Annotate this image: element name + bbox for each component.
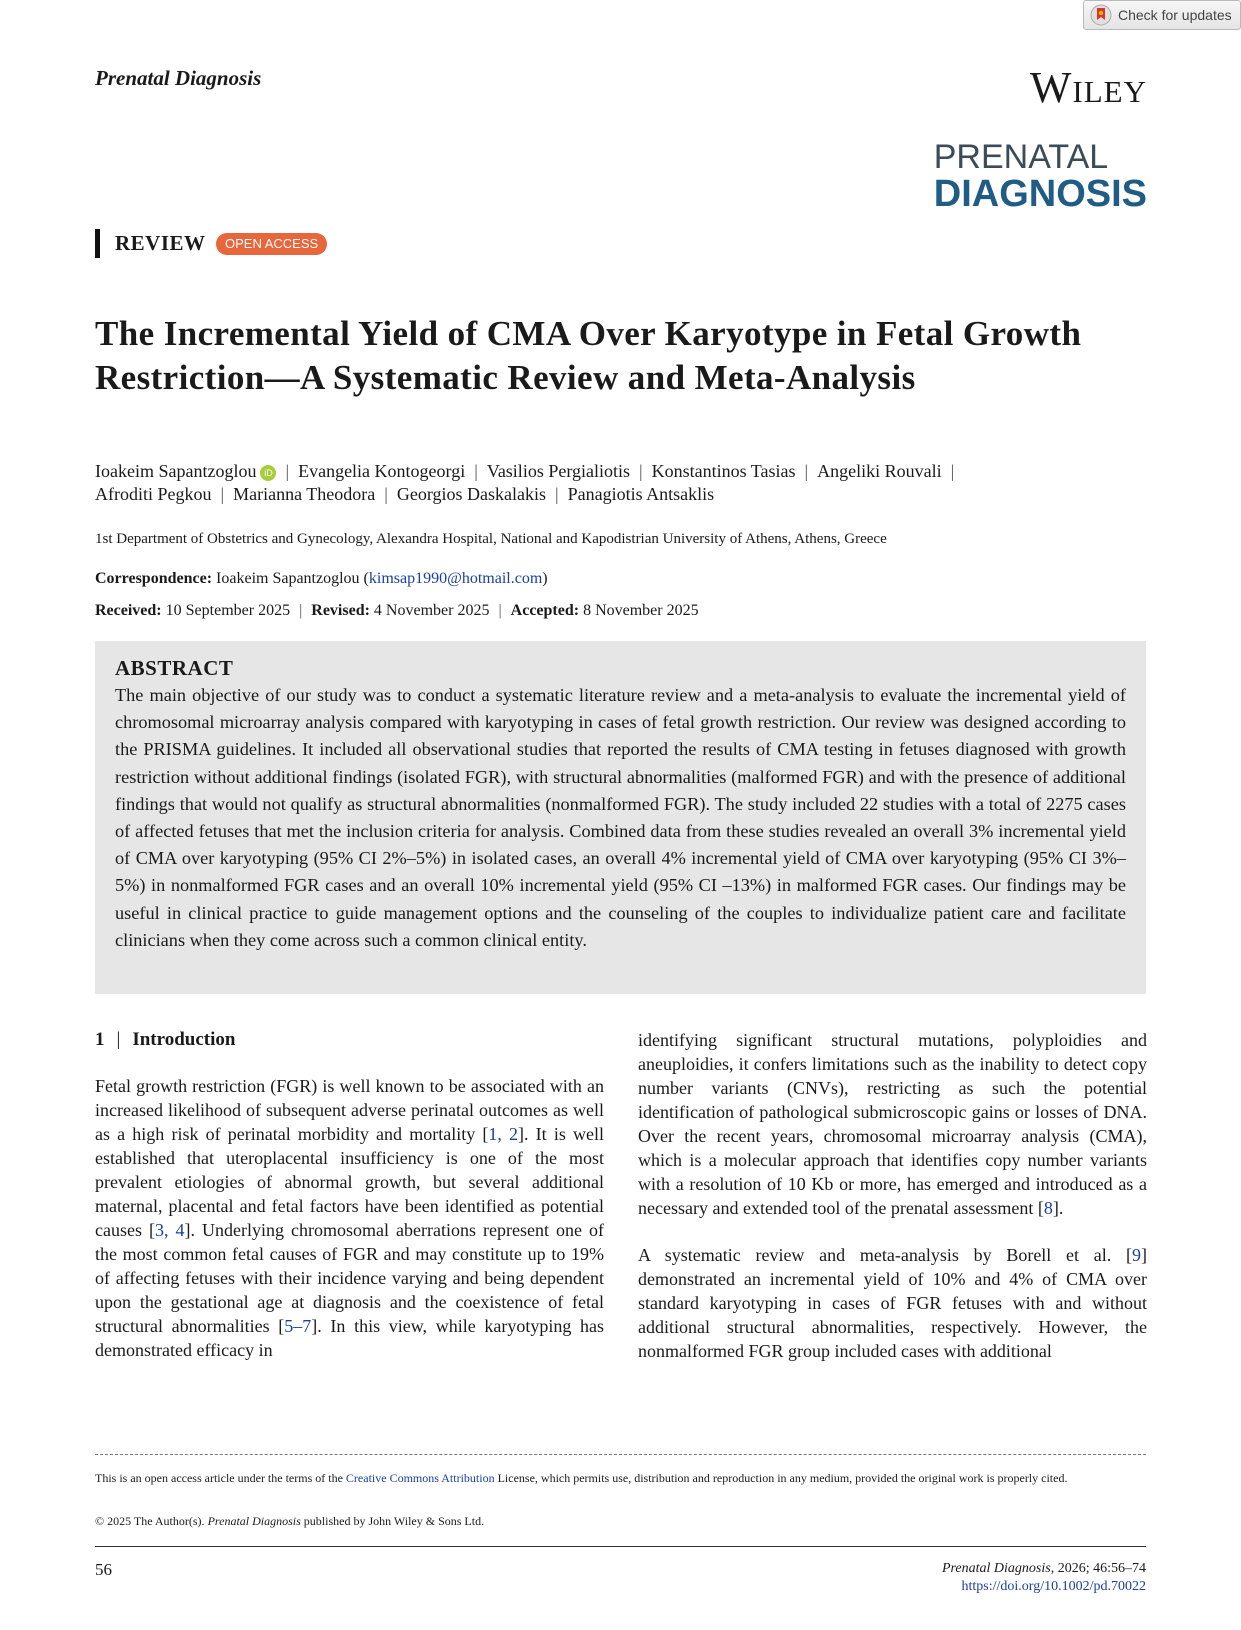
author-list: Ioakeim Sapantzoglou iD | Evangelia Kontogeorgi | Vasilios Pergialiotis | Konstantinos Tasias | Angeliki Rouvali | Afroditi Pegkou | Marianna Theodora | Georgios Daskalakis | Panagiotis Antsaklis — [95, 461, 955, 504]
correspondence: Correspondence: Ioakeim Sapantzoglou (kimsap1990@hotmail.com) — [95, 570, 548, 587]
journal-logo-line2: DIAGNOSIS — [933, 173, 1147, 215]
license-notice: This is an open access article under the terms of the Creative Commons Attribution License, which permits use, distribution and reproduction in any medium, provided the original work is properly cited. — [95, 1471, 1068, 1485]
accepted-date: 8 November 2025 — [583, 602, 699, 619]
license-link[interactable]: Creative Commons Attribution — [345, 1471, 495, 1485]
received-date: 10 September 2025 — [165, 602, 291, 619]
affiliation: 1st Department of Obstetrics and Gynecology, Alexandra Hospital, National and Kapodistrian University of Athens, Athens, Greece — [95, 531, 887, 547]
section-heading — [95, 1028, 604, 1052]
doi-link[interactable]: https://doi.org/10.1002/pd.70022 — [961, 1579, 1146, 1594]
section-number: 1 — [95, 1029, 105, 1050]
correspondence-name: Ioakeim Sapantzoglou — [216, 570, 360, 587]
publisher-logo: Wiley — [1029, 63, 1147, 112]
received-label: Received: — [95, 602, 162, 619]
author-name[interactable]: Panagiotis Antsaklis — [567, 484, 715, 504]
orcid-icon[interactable]: iD — [260, 465, 276, 481]
body-column-right — [638, 1028, 1147, 1363]
section-title: Introduction — [132, 1029, 236, 1050]
crossmark-icon — [1090, 4, 1112, 26]
correspondence-email-link[interactable]: kimsap1990@hotmail.com — [368, 570, 543, 587]
author-name[interactable]: Angeliki Rouvali — [817, 461, 942, 481]
correspondence-label: Correspondence: — [95, 570, 213, 587]
reference-link[interactable]: 3, 4 — [155, 1220, 185, 1240]
abstract-box — [95, 641, 1146, 994]
reference-link[interactable]: 8 — [1043, 1198, 1053, 1218]
article-type-marker — [95, 229, 100, 258]
abstract-heading: ABSTRACT — [115, 656, 234, 680]
paragraph: A systematic review and meta-analysis by Borell et al. [9] demonstrated an incremental yield of 10% and 4% of CMA over standard karyotyping in cases of FGR fetuses with and without additional structural abnormalities, respectively. However, the nonmalformed FGR group included cases with additional — [638, 1245, 1147, 1361]
author-name[interactable]: Marianna Theodora — [233, 484, 376, 504]
check-for-updates-button[interactable] — [1083, 0, 1241, 30]
author-name[interactable]: Georgios Daskalakis — [396, 484, 546, 504]
reference-link[interactable]: 9 — [1132, 1245, 1141, 1265]
paragraph: identifying significant structural mutations, polyploidies and aneuploidies, it confers limitations such as the inability to detect copy number variants (CNVs), restricting as such the potential identification of pathological submicroscopic gains or losses of DNA. Over the recent years, chromosomal microarray analysis (CMA), which is a molecular approach that identifies copy number variants with a resolution of 10 Kb or more, has emerged and introduced as a necessary and extended tool of the prenatal assessment [8]. — [638, 1030, 1147, 1218]
journal-name: Prenatal Diagnosis — [95, 66, 262, 90]
author-name[interactable]: Evangelia Kontogeorgi — [298, 461, 466, 481]
author-name[interactable]: Ioakeim Sapantzoglou — [95, 461, 257, 481]
reference-link[interactable]: 1, 2 — [488, 1124, 519, 1144]
article-type: REVIEW — [115, 231, 206, 255]
revised-date: 4 November 2025 — [373, 602, 490, 619]
citation-journal: Prenatal Diagnosis, — [941, 1561, 1055, 1576]
reference-link[interactable]: 5–7 — [284, 1316, 312, 1336]
footer-divider-dashed — [95, 1454, 1146, 1455]
copyright-notice: © 2025 The Author(s). Prenatal Diagnosis published by John Wiley & Sons Ltd. — [95, 1514, 485, 1528]
journal-logo-line1: PRENATAL — [933, 138, 1109, 176]
revised-label: Revised: — [311, 602, 370, 619]
author-name[interactable]: Afroditi Pegkou — [95, 484, 212, 504]
check-for-updates-label: Check for updates — [1118, 7, 1232, 23]
author-name[interactable]: Vasilios Pergialiotis — [486, 461, 630, 481]
section-separator: | — [116, 1029, 121, 1050]
accepted-label: Accepted: — [510, 602, 580, 619]
footer-divider — [95, 1546, 1146, 1547]
article-dates: Received: 10 September 2025 | Revised: 4 November 2025 | Accepted: 8 November 2025 — [95, 602, 699, 619]
article-title: The Incremental Yield of CMA Over Karyotype in Fetal Growth Restriction—A Systematic Review and Meta-Analysis — [95, 314, 1082, 397]
citation-volume: 2026; 46:56–74 — [1054, 1561, 1146, 1576]
open-access-badge: OPEN ACCESS — [216, 233, 327, 255]
journal-logo — [934, 140, 1147, 213]
author-name[interactable]: Konstantinos Tasias — [651, 461, 796, 481]
body-column-left — [95, 1028, 604, 1362]
page-number: 56 — [95, 1560, 112, 1579]
paragraph: Fetal growth restriction (FGR) is well known to be associated with an increased likelihood of subsequent adverse perinatal outcomes as well as a high risk of perinatal morbidity and mortality [1, 2]. It is well established that uteroplacental insufficiency is one of the most prevalent etiologies of abnormal growth, but several additional maternal, placental and fetal factors have been identified as potential causes [3, 4]. Underlying chromosomal aberrations represent one of the most common fetal causes of FGR and may constitute up to 19% of affecting fetuses with their incidence varying and being dependent upon the gestational age at diagnosis and the coexistence of fetal structural abnormalities [5–7]. In this view, while karyotyping has demonstrated efficacy in — [95, 1076, 605, 1360]
citation — [942, 1560, 1146, 1596]
abstract-text: The main objective of our study was to conduct a systematic literature review and a meta-analysis to evaluate the incremental yield of chromosomal microarray analysis compared with karyotyping in cases of fetal growth restriction. Our review was designed according to the PRISMA guidelines. It included all observational studies that reported the results of CMA testing in fetuses diagnosed with growth restriction without additional findings (isolated FGR), with structural abnormalities (malformed FGR) and with the presence of additional findings that would not qualify as structural abnormalities (nonmalformed FGR). The study included 22 studies with a total of 2275 cases of affected fetuses that met the inclusion criteria for analysis. Combined data from these studies revealed an overall 3% incremental yield of CMA over karyotyping (95% CI 2%–5%) in isolated cases, an overall 4% incremental yield of CMA over karyotyping (95% CI 3%–5%) in nonmalformed FGR cases and an overall 10% incremental yield (95% CI –13%) in malformed FGR cases. Our findings may be useful in clinical practice to guide management options and the counseling of the couples to individualize patient care and facilitate clinicians when they come across such a common clinical entity. — [115, 685, 1126, 950]
